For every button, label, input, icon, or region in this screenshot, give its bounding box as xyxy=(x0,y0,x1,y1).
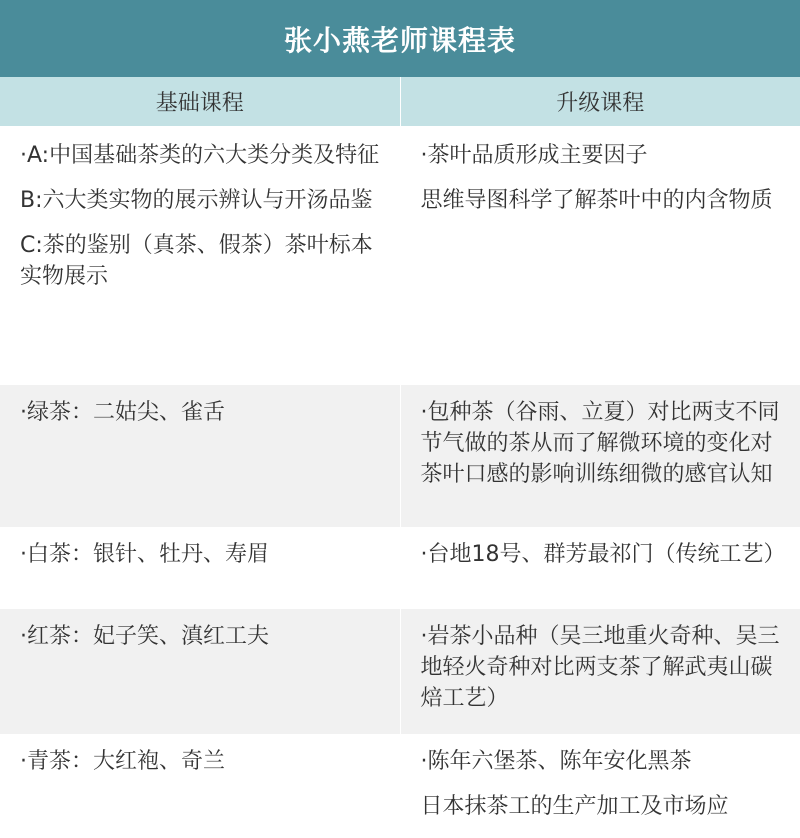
table-header-row xyxy=(0,77,800,127)
advanced-course-cell xyxy=(400,609,800,734)
page-title: 张小燕老师课程表 xyxy=(283,23,516,57)
course-text: 思维导图科学了解茶叶中的内含物质 xyxy=(420,188,773,213)
basic-course-cell xyxy=(0,127,400,385)
table-row xyxy=(0,527,800,609)
basic-course-cell xyxy=(0,385,400,527)
course-text: B:六大类实物的展示辨认与开汤品鉴 xyxy=(20,188,373,213)
course-text: ·绿茶：二姑尖、雀舌 xyxy=(20,400,225,425)
basic-course-cell xyxy=(0,734,400,838)
course-text: ·A:中国基础茶类的六大类分类及特征 xyxy=(20,143,380,168)
table-row xyxy=(0,385,800,527)
advanced-course-cell xyxy=(400,734,800,838)
table-row xyxy=(0,127,800,385)
advanced-course-cell xyxy=(400,385,800,527)
course-text: ·陈年六堡茶、陈年安化黑茶 xyxy=(420,749,692,774)
header-basic-courses: 基础课程 xyxy=(0,77,400,127)
course-text: ·青茶：大红袍、奇兰 xyxy=(20,749,225,774)
table-row xyxy=(0,734,800,838)
course-text: ·白茶：银针、牡丹、寿眉 xyxy=(20,542,269,567)
course-text: ·岩茶小品种（吴三地重火奇种、吴三地轻火奇种对比两支茶了解武夷山碳焙工艺） xyxy=(420,624,780,711)
advanced-course-cell xyxy=(400,527,800,609)
course-table xyxy=(0,77,800,838)
course-text: 日本抹茶工的生产加工及市场应 xyxy=(420,794,729,819)
basic-course-cell xyxy=(0,609,400,734)
course-text: ·台地18号、群芳最祁门（传统工艺） xyxy=(420,542,786,567)
course-text: ·茶叶品质形成主要因子 xyxy=(420,143,648,168)
advanced-course-cell xyxy=(400,127,800,385)
table-row xyxy=(0,609,800,734)
title-bar xyxy=(0,0,800,77)
course-text: ·红茶：妃子笑、滇红工夫 xyxy=(20,624,269,649)
course-text: ·包种茶（谷雨、立夏）对比两支不同节气做的茶从而了解微环境的变化对茶叶口感的影响训练细微的感官认知 xyxy=(420,400,780,487)
course-text: C:茶的鉴别（真茶、假茶）茶叶标本 实物展示 xyxy=(20,233,373,289)
basic-course-cell xyxy=(0,527,400,609)
header-advanced-courses: 升级课程 xyxy=(400,77,800,127)
